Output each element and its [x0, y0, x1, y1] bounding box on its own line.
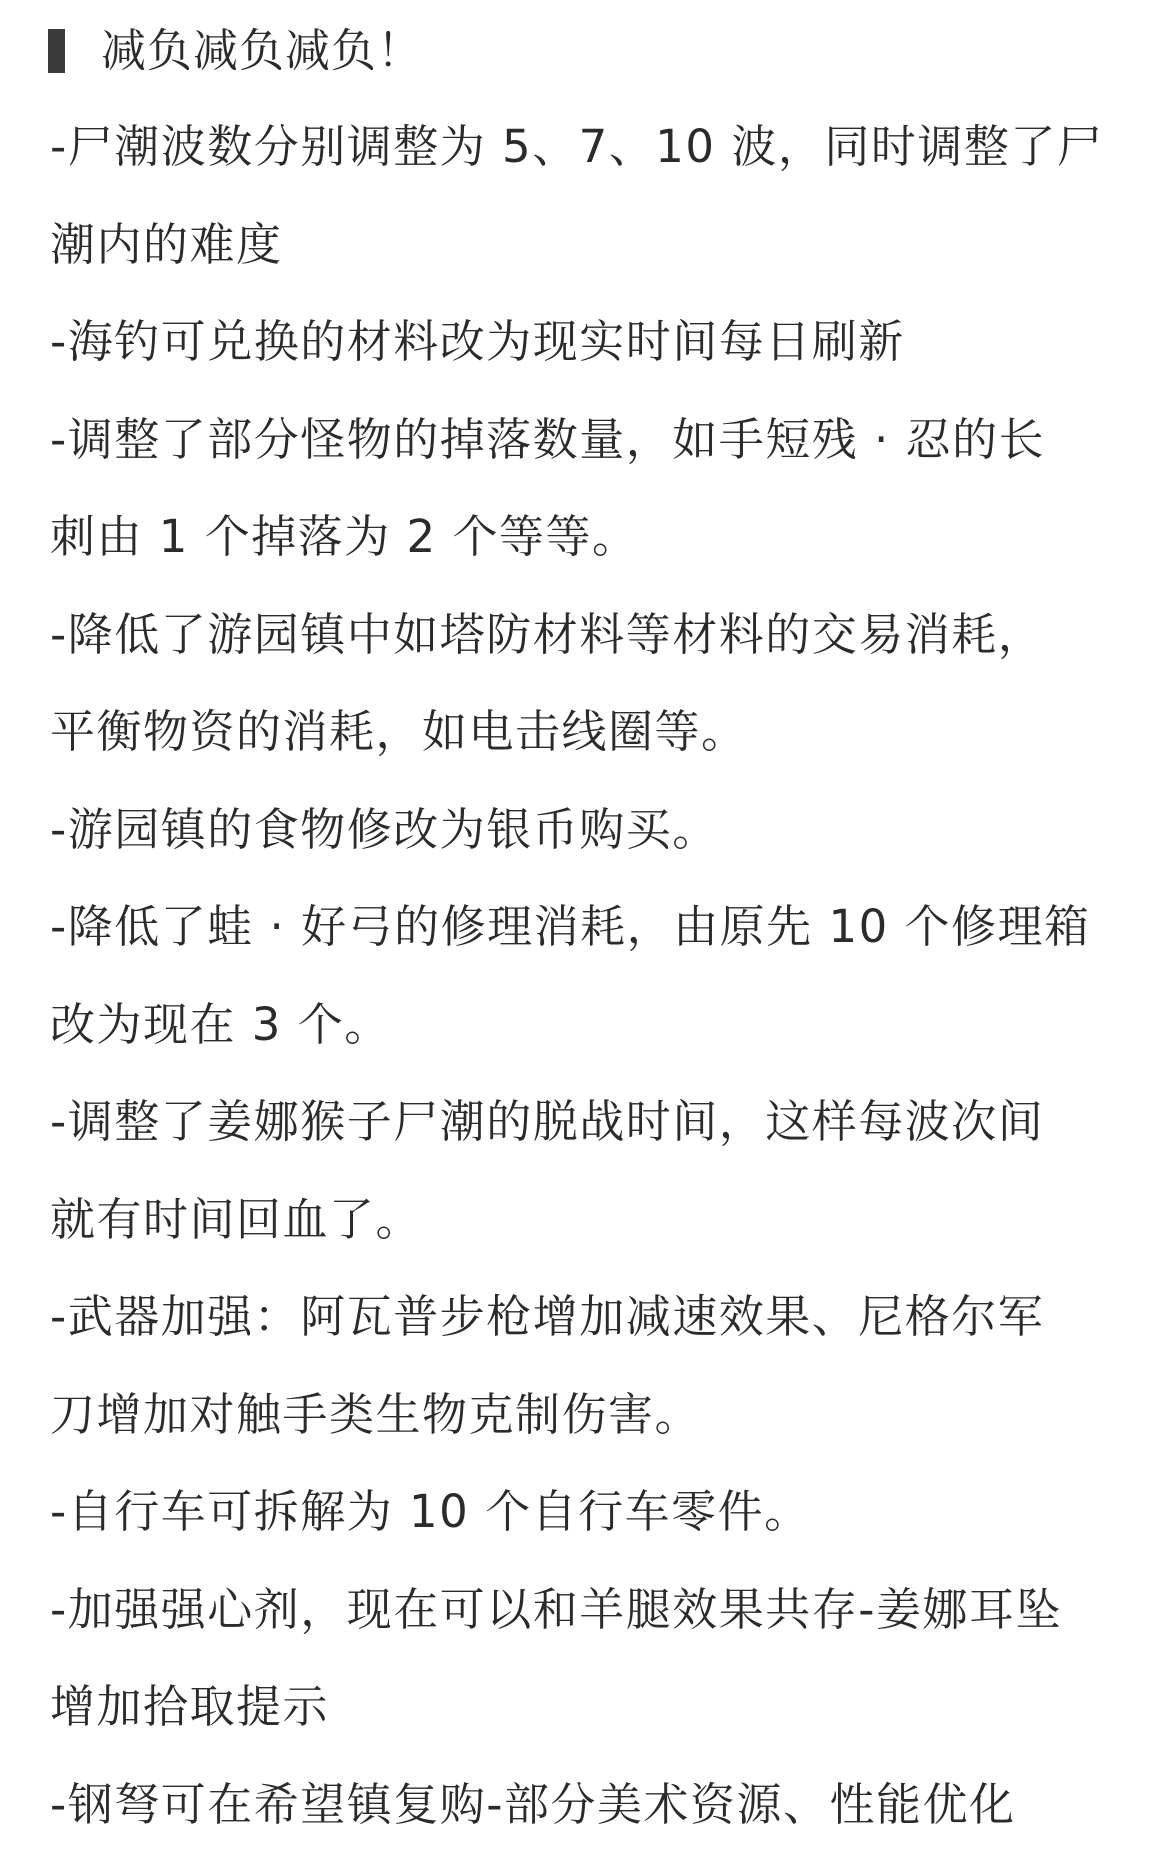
changelog-line: -尸潮波数分别调整为 5、7、10 波，同时调整了尸 [50, 98, 1140, 196]
changelog-line: -降低了蛙 · 好弓的修理消耗，由原先 10 个修理箱 [50, 878, 1140, 976]
changelog-line: -加强强心剂，现在可以和羊腿效果共存-姜娜耳坠 [50, 1561, 1140, 1659]
changelog-line: -降低了游园镇中如塔防材料等材料的交易消耗， [50, 586, 1140, 684]
changelog-list [50, 98, 1140, 1853]
changelog-line: -调整了姜娜猴子尸潮的脱战时间，这样每波次间 [50, 1073, 1140, 1171]
changelog-line: -武器加强：阿瓦普步枪增加减速效果、尼格尔军 [50, 1268, 1140, 1366]
changelog-line: 潮内的难度 [50, 196, 1140, 294]
changelog-line: -游园镇的食物修改为银币购买。 [50, 781, 1140, 879]
changelog-line: 增加拾取提示 [50, 1658, 1140, 1756]
changelog-line: 刺由 1 个掉落为 2 个等等。 [50, 488, 1140, 586]
changelog-line: -海钓可兑换的材料改为现实时间每日刷新 [50, 293, 1140, 391]
section-heading [48, 22, 423, 80]
heading-text: 减负减负减负！ [101, 22, 423, 80]
heading-bar-marker [48, 29, 65, 73]
changelog-line: 刀增加对触手类生物克制伤害。 [50, 1366, 1140, 1464]
changelog-line: -钢弩可在希望镇复购-部分美术资源、性能优化 [50, 1756, 1140, 1853]
changelog-line: -调整了部分怪物的掉落数量，如手短残 · 忍的长 [50, 391, 1140, 489]
changelog-line: -自行车可拆解为 10 个自行车零件。 [50, 1463, 1140, 1561]
changelog-line: 就有时间回血了。 [50, 1171, 1140, 1269]
changelog-line: 平衡物资的消耗，如电击线圈等。 [50, 683, 1140, 781]
changelog-line: 改为现在 3 个。 [50, 976, 1140, 1074]
